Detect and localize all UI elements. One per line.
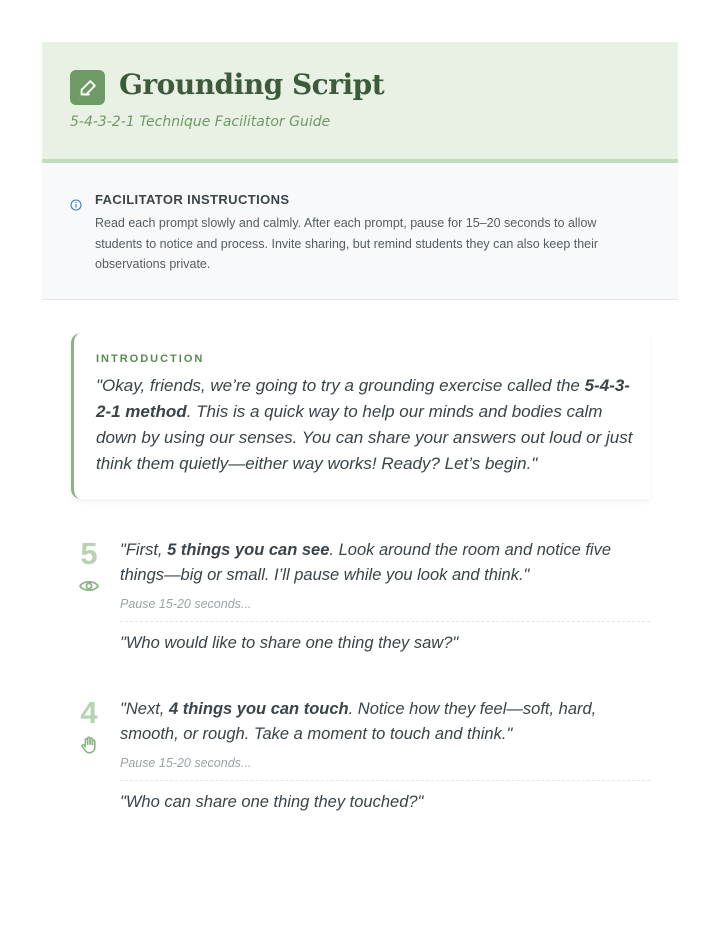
introduction-card <box>71 333 650 499</box>
sharing-question: "Who can share one thing they touched?" <box>120 793 424 811</box>
pause-note: Pause 15-20 seconds... <box>120 756 252 770</box>
step-prompt-end: . Notice how they feel—soft, hard, smooth, or rough. Take a moment to touch and think." <box>120 700 597 743</box>
page-subtitle: 5-4-3-2-1 Technique Facilitator Guide <box>70 114 331 130</box>
pen-icon <box>70 70 105 105</box>
hand-icon <box>78 735 100 755</box>
introduction-text-end: . This is a quick way to help our minds and bodies calm down by using our senses. You can share your answers out loud or just think them quietly—either way works! Ready? Let’s begin." <box>96 402 633 473</box>
introduction-text <box>96 373 636 477</box>
eye-icon <box>78 576 100 596</box>
step-prompt-focus: 5 things you can see <box>167 541 330 559</box>
divider <box>120 621 650 622</box>
info-icon <box>70 199 82 211</box>
facilitator-instructions <box>42 163 678 300</box>
instructions-body: Read each prompt slowly and calmly. After each prompt, pause for 15–20 seconds to allow students to notice and process. Invite sharing, but remind students they can also keep their observations private. <box>95 216 599 271</box>
divider <box>120 780 650 781</box>
step-prompt-start: "Next, <box>120 700 169 718</box>
sharing-question: "Who would like to share one thing they saw?" <box>120 634 459 652</box>
introduction-text-start: "Okay, friends, we’re going to try a grounding exercise called the <box>96 376 585 395</box>
document-header <box>42 42 678 163</box>
step-prompt <box>120 538 650 588</box>
pause-note: Pause 15-20 seconds... <box>120 597 252 611</box>
document-page <box>42 42 678 811</box>
step-prompt <box>120 697 650 747</box>
step-prompt-focus: 4 things you can touch <box>168 700 349 718</box>
step-number: 5 <box>80 536 98 571</box>
step-prompt-start: "First, <box>120 541 168 559</box>
page-title: Grounding Script <box>119 68 385 101</box>
introduction-method-name: 5-4-3-2-1 method <box>96 376 630 421</box>
introduction-label: INTRODUCTION <box>96 353 205 365</box>
instructions-heading: FACILITATOR INSTRUCTIONS <box>95 192 290 207</box>
step-prompt-end: . Look around the room and notice five things—big or small. I’ll pause while you look and think." <box>120 541 612 584</box>
step-number: 4 <box>80 695 98 730</box>
